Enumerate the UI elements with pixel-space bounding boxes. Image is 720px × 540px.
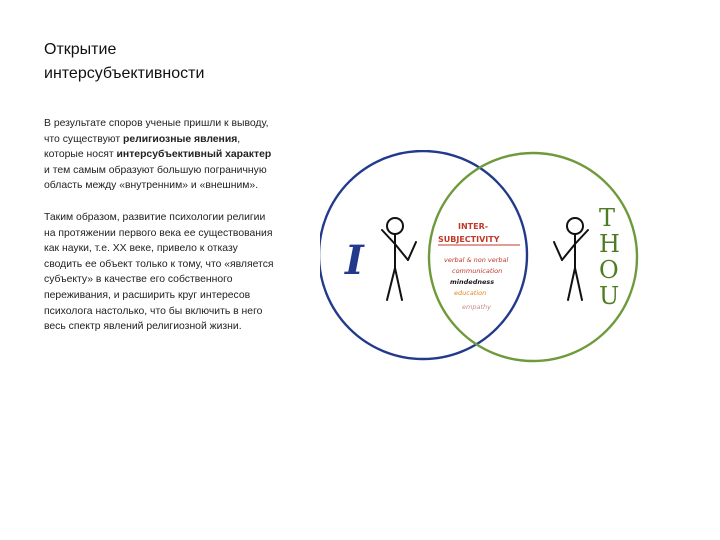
item-verbal: verbal & non verbal: [444, 256, 509, 264]
para1-text-2: , которые носят: [44, 133, 241, 161]
para1-bold-1: религиозные явления: [122, 133, 238, 145]
letter-i: I: [345, 237, 364, 284]
letter-u: U: [599, 282, 620, 310]
item-empathy: empathy: [462, 303, 491, 311]
letter-h: H: [599, 230, 620, 258]
para1-text-1: В результате споров ученые пришли к выводу, что существуют: [44, 118, 269, 145]
paragraph-2: Таким образом, развитие психологии религии на протяжении первого века ее существования как науки, т.е. XX веке, привело к отказу сводить ее объект только к тому, что «является субъекту» в качестве его собственного переживания, и расширить круг интересов психолога настолько, что бы включить в него весь спектр явлений религиозной жизни.: [44, 211, 274, 333]
para1-text-3: и тем самым образуют большую пограничную область между «внутренним» и «внешним».: [44, 164, 267, 192]
item-mindedness: mindedness: [450, 278, 495, 286]
heading-line-1: INTER-: [458, 222, 489, 231]
title-line-1: Открытие: [44, 41, 117, 58]
item-education: education: [454, 289, 487, 297]
intersubjectivity-diagram: [320, 150, 640, 400]
para1-bold-2: интерсубъективный характер: [116, 149, 272, 161]
letter-t: T: [599, 204, 616, 232]
letter-o: O: [599, 256, 619, 284]
right-stick-figure: [554, 218, 588, 300]
title-line-2: интерсубъективности: [44, 65, 205, 82]
slide-body: [44, 116, 274, 351]
heading-line-2: SUBJECTIVITY: [438, 235, 500, 244]
left-stick-figure: [382, 218, 416, 300]
paragraph-1: [44, 116, 274, 194]
item-communication: communication: [452, 267, 503, 275]
page-title: [44, 38, 304, 86]
